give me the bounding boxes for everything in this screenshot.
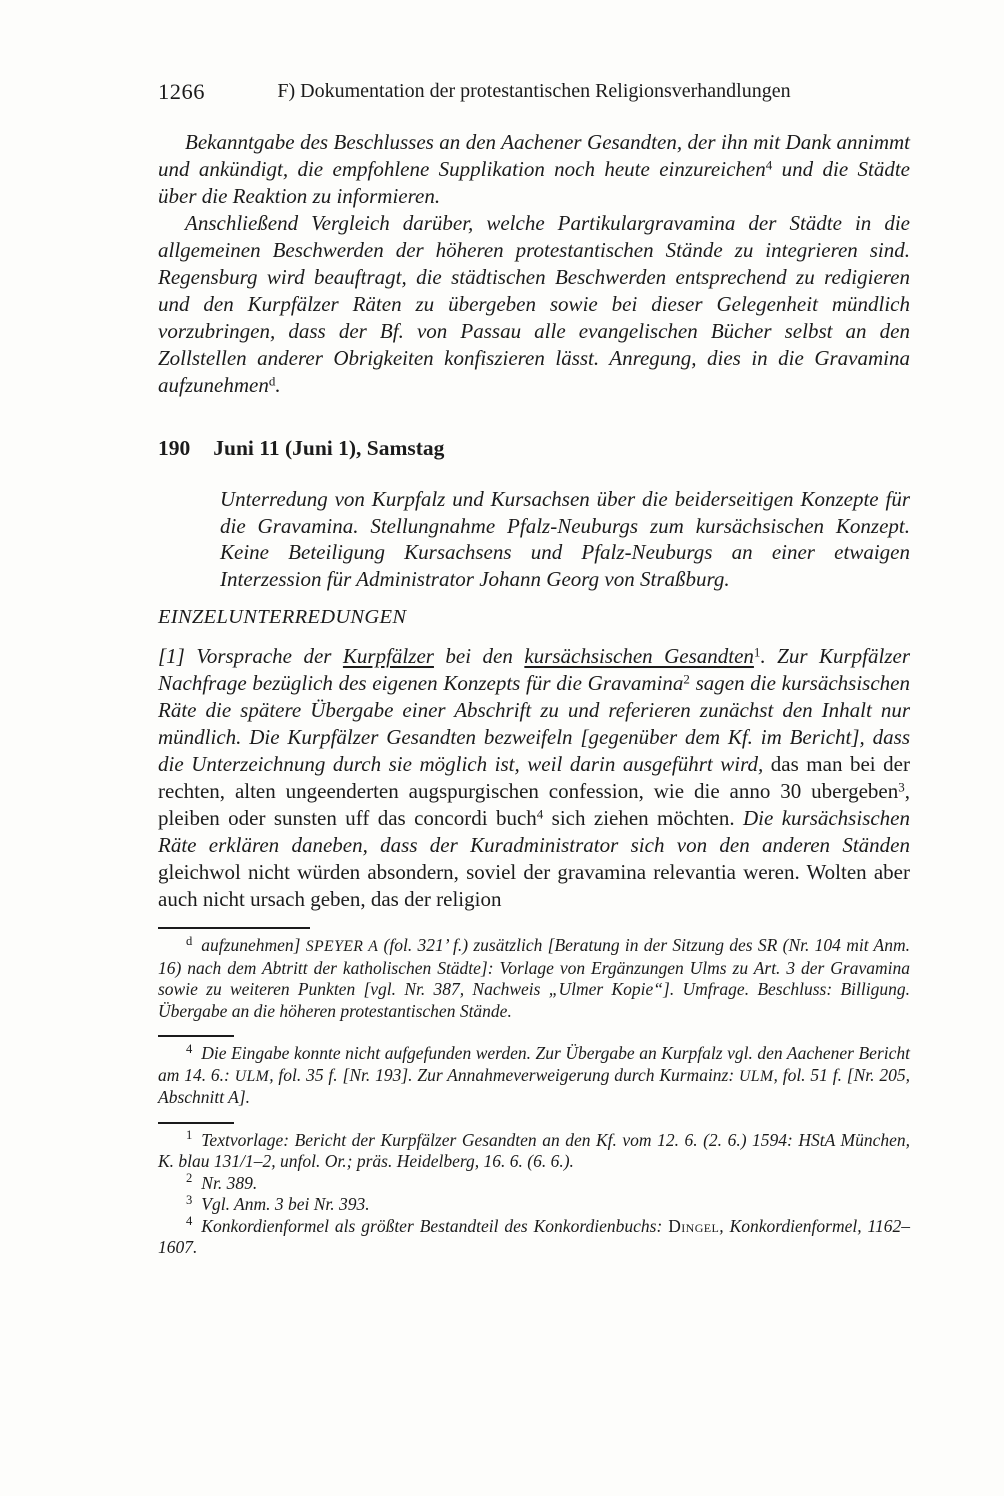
footnote-4 <box>158 1043 910 1109</box>
running-head: F) Dokumentation der protestantischen Religionsverhandlungen <box>277 80 791 102</box>
footnote-separator-rule-1 <box>158 1035 234 1037</box>
text-segment: Nr. 389. <box>201 1172 258 1193</box>
entry-summary: Unterredung von Kurpfalz und Kursachsen über die beiderseitigen Konzepte für die Gravamina. Stellungnahme Pfalz-Neuburgs zum kursächsischen Konzept. Keine Beteiligung Kursachsens und Pfalz-Neuburgs an einer etwaigen Interzession für Administrator Johann Georg von Straßburg. <box>220 487 910 591</box>
text-segment: ULM <box>234 1067 270 1085</box>
footnote-marker: 1 <box>186 1128 193 1143</box>
footnote-3 <box>158 1194 910 1216</box>
footnote-ref: 3 <box>898 779 905 795</box>
book-page <box>0 78 1004 1496</box>
intro-paragraph-2 <box>158 210 910 399</box>
text-segment: Bekanntgabe des Beschlusses an den Aachener Gesandten, der ihn mit Dank annimmt und ankündigt, die empfohlene Supplikation noch heute einzureichen <box>158 130 910 181</box>
text-segment: . <box>275 373 281 397</box>
text-segment: Textvorlage: Bericht der Kurpfälzer Gesandten an den Kf. vom 12. 6. (2. 6.) 1594: HStA München, K. blau 131/1–2, unfol. Or.; präs. Heidelberg, 16. 6. (6. 6.). <box>158 1129 910 1171</box>
footnote-ref: 4 <box>765 157 773 173</box>
text-segment: Die Eingabe konnte nicht aufgefunden werden. Zur Übergabe an Kurpfalz vgl. den Aachener Bericht am 14. 6.: <box>158 1043 910 1085</box>
footnote-ref: d <box>268 373 276 389</box>
footnote-marker: 4 <box>186 1041 193 1056</box>
intro-paragraph-1 <box>158 129 910 210</box>
text-segment: . Zur Kurpfälzer Nachfrage bezüglich des eigenen Konzepts für die Gravamina <box>158 644 910 695</box>
footnote-1 <box>158 1130 910 1173</box>
text-segment: , fol. 35 f. [Nr. 193]. Zur Annahmeverweigerung durch Kurmainz: <box>269 1064 740 1085</box>
entry-heading <box>158 435 910 462</box>
text-segment: , pleiben oder sunsten uff das concordi buch <box>158 779 910 830</box>
footnote-ref: 4 <box>536 806 544 822</box>
text-segment: Vgl. Anm. 3 bei Nr. 393. <box>201 1194 370 1214</box>
footnote-marker: 2 <box>186 1171 193 1186</box>
entry-date-title: Juni 11 (Juni 1), Samstag <box>213 436 445 460</box>
apparatus-footnotes <box>158 935 910 1022</box>
text-segment: aufzunehmen] <box>201 935 306 955</box>
text-segment: das man bei der rechten, alten ungeenderten augspurgischen confession, wie die anno 30 ubergeben <box>158 752 910 803</box>
text-segment: , fol. 51 f. [Nr. 205, Abschnitt A]. <box>158 1064 910 1107</box>
text-segment: Kurpfälzer <box>342 644 434 668</box>
text-segment: kursächsischen Gesandten <box>524 644 754 668</box>
footnote-separator-rule-2 <box>158 1122 234 1124</box>
text-segment: [1] Vorsprache der <box>158 644 343 668</box>
text-segment: gleichwol nicht würden absondern, soviel der gravamina relevantia weren. Wolten aber auch nicht ursach geben, das der religion <box>158 860 910 911</box>
text-segment: Die kursächsischen Räte erklären daneben, dass der Kuradministrator sich von den anderen Ständen <box>158 806 911 857</box>
commentary-footnotes-a <box>158 1043 910 1109</box>
text-segment: sich ziehen möchten. <box>543 806 743 830</box>
footnote-4 <box>158 1216 910 1259</box>
section-label: EINZELUNTERREDUNGEN <box>158 606 407 628</box>
text-segment: sagen die kursächsischen Räte die spätere Übergabe einer Abschrift zu und referieren zunächst den Inhalt nur mündlich. Die Kurpfälzer Gesandten bezweifeln [gegenüber dem Kf. im Bericht], dass die Unterzeichnung durch sie möglich ist, weil darin ausgeführt wird, <box>158 671 910 776</box>
text-segment: , Konkordienformel, 1162–1607. <box>158 1215 910 1257</box>
footnote-marker: 3 <box>186 1192 193 1207</box>
apparatus-separator-rule <box>158 927 310 929</box>
footnote-marker: d <box>186 933 193 948</box>
commentary-footnotes-b <box>158 1130 910 1259</box>
text-segment: Dingel <box>668 1215 720 1236</box>
page-number: 1266 <box>158 79 205 104</box>
footnote-marker: 4 <box>186 1214 193 1229</box>
text-segment: SPEYER A <box>305 938 379 955</box>
footnote-ref: 1 <box>753 644 761 660</box>
footnote-2 <box>158 1173 910 1195</box>
text-segment: (fol. 321’ f.) zusätzlich [Beratung in der Sitzung des SR (Nr. 104 mit Anm. 16) nach dem Abtritt der katholischen Städte]: Vorlage von Ergänzungen Ulms zu Art. 3 der Gravamina sowie zu weiteren Punkten [vgl. Nr. 387, Nachweis „Ulmer Kopie“]. Umfrage. Beschluss: Billigung. Übergabe an die höheren protestantischen Stände. <box>158 935 910 1021</box>
text-segment: und die Städte über die Reaktion zu informieren. <box>158 157 910 208</box>
entry-number: 190 <box>158 436 191 460</box>
text-segment: bei den <box>433 644 525 668</box>
footnote-d <box>158 935 910 1022</box>
text-segment: Konkordienformel als größter Bestandteil des Konkordienbuchs: <box>201 1215 669 1236</box>
entry-body-paragraph <box>158 643 910 913</box>
footnote-ref: 2 <box>683 671 690 687</box>
page-header <box>158 78 910 105</box>
text-segment: ULM <box>739 1067 774 1085</box>
text-segment: Anschließend Vergleich darüber, welche Partikulargravamina der Städte in die allgemeinen Beschwerden der höheren protestantischen Stände zu integrieren sind. Regensburg wird beauftragt, die städtischen Beschwerden entsprechend zu redigieren und den Kurpfälzer Räten zu übergeben sowie bei dieser Gelegenheit mündlich vorzubringen, dass der Bf. von Passau alle evangelischen Bücher selbst an den Zollstellen anderer Obrigkeiten konfiszieren lässt. Anregung, dies in die Gravamina aufzunehmen <box>158 211 910 397</box>
